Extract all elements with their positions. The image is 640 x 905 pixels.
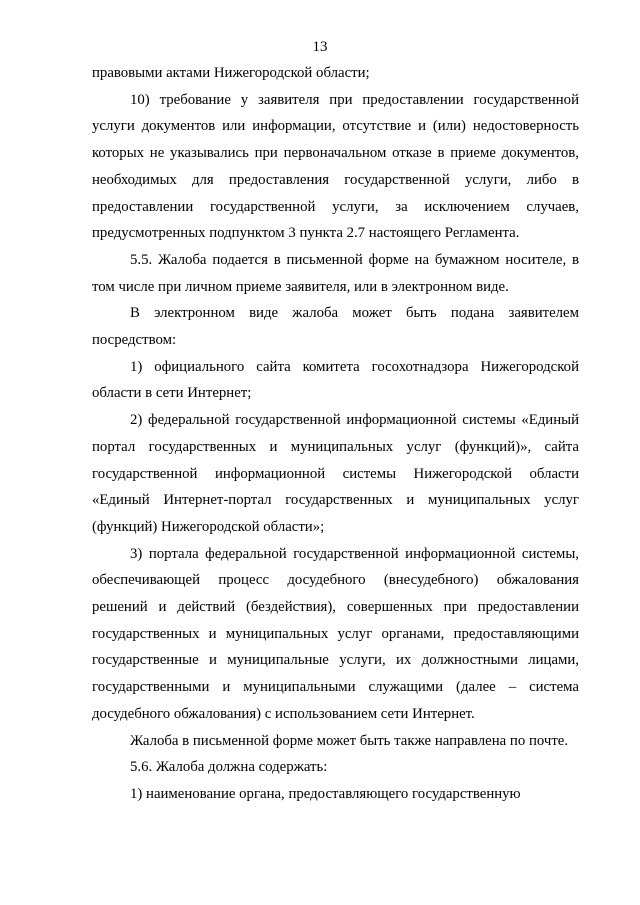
paragraph-5-6: 5.6. Жалоба должна содержать: [130,759,328,776]
paragraph-5-5: 5.5. Жалоба подается в письменной форме на бумажном носителе, в том числе при личном приеме заявителя, или в электронном виде. [92,251,579,295]
paragraph-mail: Жалоба в письменной форме может быть также направлена по почте. [130,732,569,749]
paragraph-item-3-pretrial-system: 3) портала федеральной государственной информационной системы, обеспечивающей процесс досудебного (внесудебного) обжалования решений и действий (бездействия), совершенных при предоставлении государственных и муниципальных услуг органами, предоставляющими государственные и муниципальные услуги, их должностными лицами, государственными и муниципальными служащими (далее – система досудебного обжалования) с использованием сети Интернет. [92,545,579,722]
paragraph-item-1-organ-name: 1) наименование органа, предоставляющего государственную [130,785,521,802]
page-number: 13 [312,39,328,55]
paragraph-continuation: правовыми актами Нижегородской области; [92,65,370,81]
paragraph-item-2-portal: 2) федеральной государственной информационной системы «Единый портал государственных и муниципальных услуг (функций)», сайта государственной информационной системы Нижегородской области «Единый Интернет-портал государственных и муниципальных услуг (функций) Нижегородской области»; [92,412,579,535]
paragraph-electronic-form: В электронном виде жалоба может быть подана заявителем посредством: [92,305,579,349]
paragraph-item-1-official-site: 1) официального сайта комитета госохотнадзора Нижегородской области в сети Интернет; [92,358,579,402]
document-body [92,60,579,808]
paragraph-item-10: 10) требование у заявителя при предоставлении государственной услуги документов или информации, отсутствие и (или) недостоверность которых не указывались при первоначальном отказе в приеме документов, необходимых для предоставления государственной услуги, либо в предоставлении государственной услуги, за исключением случаев, предусмотренных подпунктом 3 пункта 2.7 настоящего Регламента. [92,91,579,242]
